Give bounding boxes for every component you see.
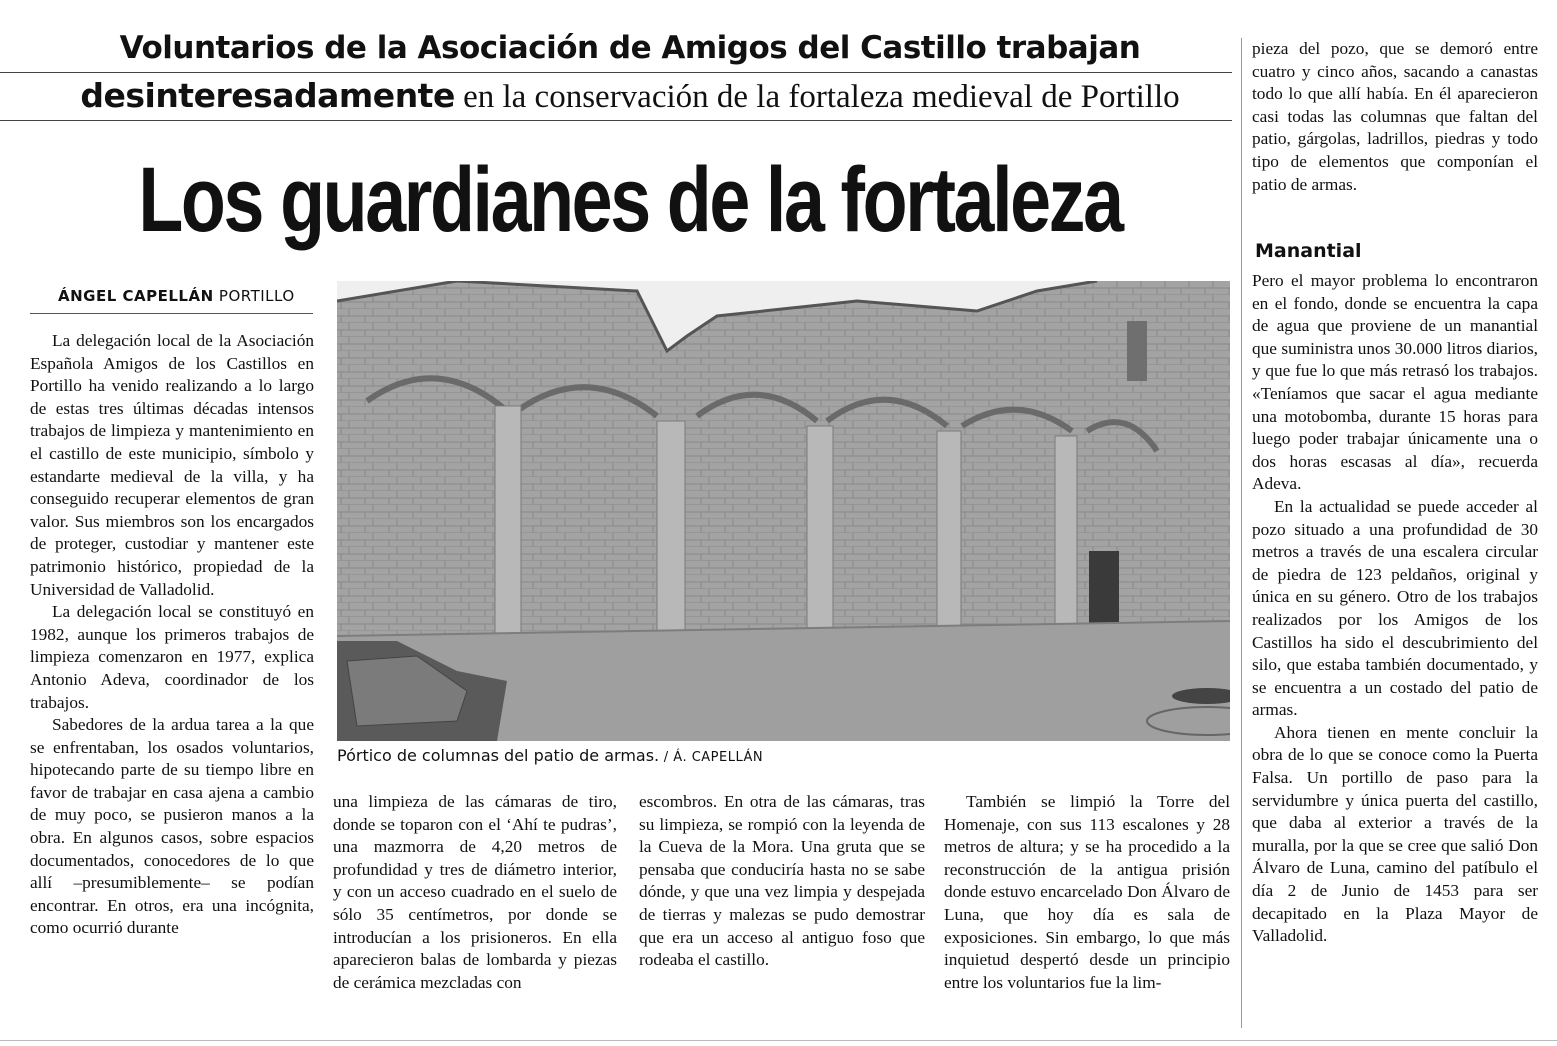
kicker-line-1: Voluntarios de la Asociación de Amigos del Castillo trabajan (119, 30, 1141, 66)
subhead-manantial: Manantial (1255, 240, 1362, 262)
column-5-top (1252, 38, 1538, 196)
byline (58, 287, 295, 305)
column-3 (639, 791, 925, 972)
column-2 (333, 791, 617, 994)
paragraph-5: Pero el mayor problema lo encontraron en el fondo, donde se encuentra la capa de agua que proviene de un manantial que suministra unos 30.000 litros diarios, y que fue lo que más retrasó los trabajos. «Teníamos que sacar el agua mediante una motobomba, durante 15 horas para luego poder trabajar únicamente una o dos horas escasas al día», recuerda Adeva. (1252, 271, 1538, 494)
kicker-bold-word: desinteresadamente (80, 76, 455, 115)
photo-caption-text: Pórtico de columnas del patio de armas. (337, 746, 660, 765)
byline-author: ÁNGEL CAPELLÁN (58, 287, 214, 305)
paragraph-6: En la actualidad se puede acceder al pozo situado a una profundidad de 30 metros a través de una escalera circular de piedra de 123 peldaños, original y única en su género. Otro de los trabajos realizados por los Amigos de los Castillos ha sido el descubrimiento del silo, que estaba también documentado, y se encuentra a un costado del patio de armas. (1252, 496, 1538, 720)
kicker-line-2-rest: en la conservación de la fortaleza medieval de Portillo (454, 79, 1180, 115)
paragraph-3-end: escombros. En otra de las cámaras, tras su limpieza, se rompió con la leyenda de la Cueva de la Mora. Una gruta que se pensaba que conduciría hasta no se sabe dónde, y que una vez limpia y despejada de tierras y malezas se pudo demostrar que era un acceso al antiguo foso que rodeaba el castillo. (639, 792, 925, 970)
kicker-line-2 (0, 76, 1260, 116)
byline-place: PORTILLO (213, 287, 295, 305)
column-5-bottom (1252, 270, 1538, 948)
byline-rule (30, 313, 313, 314)
photo-caption (337, 746, 763, 765)
column-divider (1241, 38, 1242, 1028)
paragraph-3-start: Sabedores de la ardua tarea a la que se enfrentaban, los osados voluntarios, hipotecando parte de su tiempo libre en favor de trabajar en casa ajena a cambio de muy poco, se pusieron manos a la obra. En algunos casos, sobre espacios documentados, conocedores de lo que allí –presumiblemente– se podían encontrar. En otros, era una incógnita, como ocurrió durante (30, 715, 314, 938)
courtyard-illustration (337, 281, 1230, 741)
headline: Los guardianes de la fortaleza (138, 149, 1122, 251)
paragraph-4-end: pieza del pozo, que se demoró entre cuatro y cinco años, sacando a canastas todo lo que allí había. En él aparecieron casi todas las columnas que faltan del patio, gárgolas, ladrillos, piedras y todo tipo de elementos que componían el patio de armas. (1252, 39, 1538, 194)
paragraph-2: La delegación local se constituyó en 1982, aunque los primeros trabajos de limpieza comenzaron en 1977, explica Antonio Adeva, coordinador de los trabajos. (30, 602, 314, 712)
column-4 (944, 791, 1230, 994)
photo-credit: / Á. CAPELLÁN (659, 750, 764, 765)
paragraph-7: Ahora tienen en mente concluir la obra de lo que se conoce como la Puerta Falsa. Un portillo de paso para la servidumbre y única puerta del castillo, que daba al exterior a través de la muralla, por la que se cree que salió Don Álvaro de Luna, camino del patíbulo el día 2 de Junio de 1453 para ser decapitado en la Plaza Mayor de Valladolid. (1252, 722, 1538, 946)
paragraph-1: La delegación local de la Asociación Española Amigos de los Castillos en Portillo ha venido realizando a lo largo de estas tres últimas décadas intensos trabajos de limpieza y mantenimiento en el castillo de este municipio, símbolo y estandarte medieval de la villa, y ha conseguido recuperar elementos de gran valor. Sus miembros son los encargados de proteger, custodiar y mantener este patrimonio histórico, propiedad de la Universidad de Valladolid. (30, 331, 314, 599)
page-bottom-rule (0, 1040, 1557, 1041)
column-1 (30, 330, 314, 940)
paragraph-3-continued: una limpieza de las cámaras de tiro, donde se toparon con el ‘Ahí te pudras’, una mazmorra de 4,20 metros de profundidad y tres de diámetro interior, y con un acceso cuadrado en el suelo de sólo 35 centímetros, por donde se introducían a los prisioneros. En ella aparecieron balas de lombarda y piezas de cerámica mezcladas con (333, 792, 617, 992)
kicker-rule-bottom (0, 120, 1232, 121)
castle-courtyard-photo (337, 281, 1230, 741)
paragraph-4-start: También se limpió la Torre del Homenaje, con sus 113 escalones y 28 metros de altura; y se ha procedido a la reconstrucción de la antigua prisión donde estuvo encarcelado Don Álvaro de Luna, que hoy día es sala de exposiciones. Sin embargo, lo que más inquietud despertó desde un principio entre los voluntarios fue la lim- (944, 792, 1230, 992)
kicker-rule-top (0, 72, 1232, 73)
